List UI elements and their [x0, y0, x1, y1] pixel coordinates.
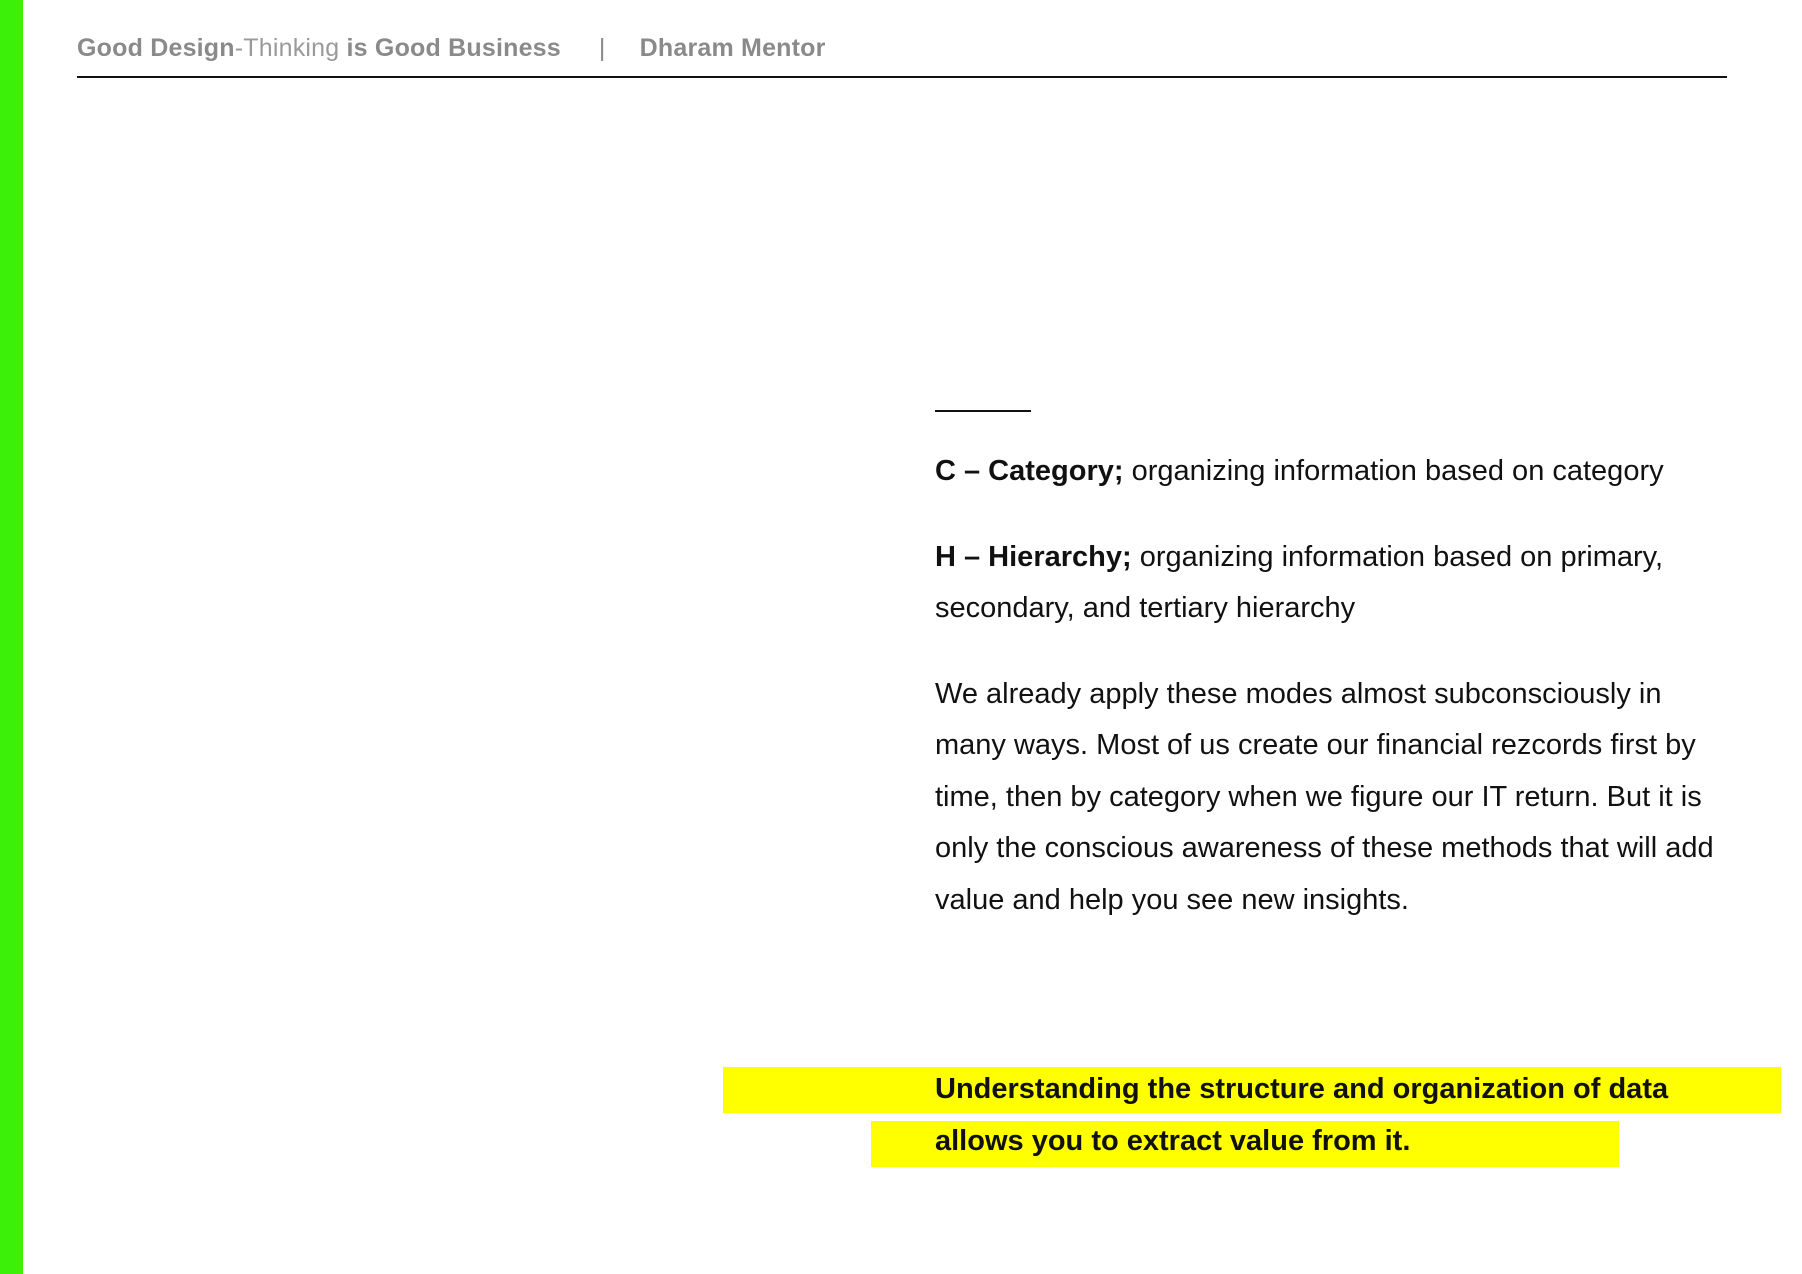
body-text — [935, 446, 1735, 960]
item-category-text: organizing information based on category — [1123, 455, 1664, 487]
header-title-light: -Thinking — [234, 34, 340, 62]
body-paragraph: We already apply these modes almost subconsciously in many ways. Most of us create our financial rezcords first by time, then by category when we figure our IT return. But it is only the conscious awareness of these methods that will add value and help you see new insights. — [935, 677, 1714, 916]
accent-side-bar — [0, 0, 23, 1274]
page-header — [77, 34, 1727, 68]
highlight-statement: Understanding the structure and organization of data allows you to extract value from it. — [935, 1073, 1669, 1157]
item-category-label: C – Category; — [935, 455, 1124, 487]
item-hierarchy-text: organizing information based on primary, secondary, and tertiary hierarchy — [935, 540, 1664, 624]
section-rule — [935, 410, 1031, 412]
item-hierarchy-label: H – Hierarchy; — [935, 540, 1132, 573]
header-author: Dharam Mentor — [639, 34, 826, 62]
header-title-bold-1: Good Design — [77, 34, 235, 62]
header-divider — [77, 76, 1727, 78]
header-separator: | — [598, 34, 606, 62]
item-hierarchy — [935, 532, 1735, 635]
header-title-bold-2: is Good Business — [339, 34, 561, 62]
item-category — [935, 446, 1735, 498]
